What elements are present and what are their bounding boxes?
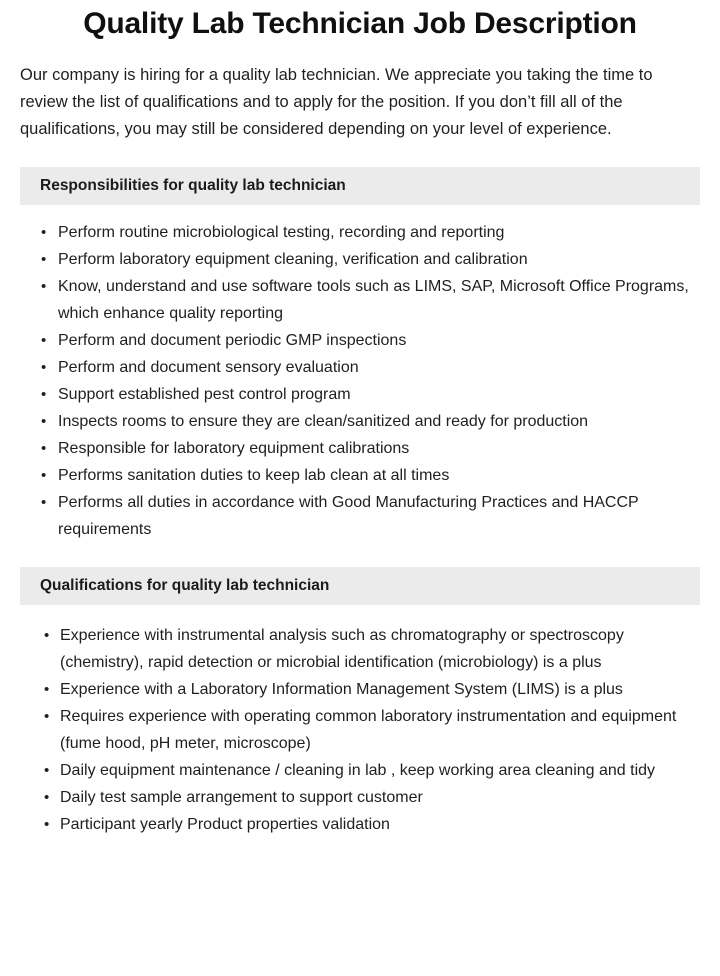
list-item: • Perform and document sensory evaluation — [0, 354, 696, 381]
responsibilities-list — [0, 219, 720, 543]
section-heading-label: Responsibilities for quality lab technician — [40, 177, 346, 194]
list-item: • Support established pest control program — [0, 381, 696, 408]
section-heading-label: Qualifications for quality lab technician — [40, 577, 330, 594]
list-item: • Participant yearly Product properties validation — [0, 811, 696, 838]
list-item: • Performs all duties in accordance with Good Manufacturing Practices and HACCP requirements — [0, 489, 696, 543]
list-item: • Perform and document periodic GMP inspections — [0, 327, 696, 354]
section-header-qualifications — [20, 567, 700, 605]
list-item: • Daily equipment maintenance / cleaning in lab , keep working area cleaning and tidy — [0, 757, 696, 784]
list-item: • Experience with instrumental analysis such as chromatography or spectroscopy (chemistry), rapid detection or microbial identification (microbiology) is a plus — [0, 622, 696, 676]
list-item: • Responsible for laboratory equipment calibrations — [0, 435, 696, 462]
list-item: • Requires experience with operating common laboratory instrumentation and equipment (fume hood, pH meter, microscope) — [0, 703, 696, 757]
list-item: • Know, understand and use software tools such as LIMS, SAP, Microsoft Office Programs, which enhance quality reporting — [0, 273, 696, 327]
page-title: Quality Lab Technician Job Description — [83, 7, 637, 40]
list-item: • Perform routine microbiological testing, recording and reporting — [0, 219, 696, 246]
list-item: • Inspects rooms to ensure they are clean/sanitized and ready for production — [0, 408, 696, 435]
section-header-responsibilities — [20, 167, 700, 205]
intro-paragraph: Our company is hiring for a quality lab technician. We appreciate you taking the time to review the list of qualifications and to apply for the position. If you don’t fill all of the qualifications, you may still be considered depending on your level of experience. — [20, 66, 653, 138]
qualifications-list — [0, 622, 720, 838]
list-item: • Daily test sample arrangement to support customer — [0, 784, 696, 811]
list-item: • Perform laboratory equipment cleaning, verification and calibration — [0, 246, 696, 273]
list-item: • Performs sanitation duties to keep lab clean at all times — [0, 462, 696, 489]
list-item: • Experience with a Laboratory Information Management System (LIMS) is a plus — [0, 676, 696, 703]
